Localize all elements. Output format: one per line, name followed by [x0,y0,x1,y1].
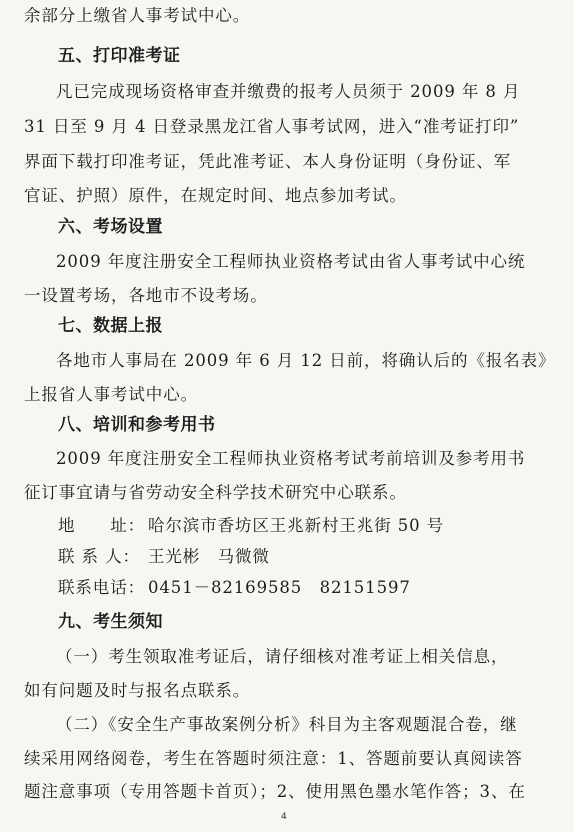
phone-value: 0451－82169585 82151597 [148,578,411,597]
phone-label: 联系电话： [58,578,145,597]
section7-heading: 七、数据上报 [58,316,163,336]
section9-line-2: 如有问题及时与报名点联系。 [24,681,251,700]
section8-heading: 八、培训和参考用书 [58,415,216,435]
section7-line-1: 各地市人事局在 2009 年 6 月 12 日前，将确认后的《报名表》 [56,351,556,370]
section6-line-2: 一设置考场，各地市不设考场。 [24,286,268,305]
section5-heading: 五、打印准考证 [58,46,181,66]
contact-person-value: 王光彬 马微微 [148,547,270,566]
section6-line-1: 2009 年度注册安全工程师执业资格考试由省人事考试中心统 [56,252,526,271]
address-label: 地 址： [58,516,145,535]
page-number: 4 [281,812,287,822]
section8-line-2: 征订事宜请与省劳动安全科学技术研究中心联系。 [24,483,407,502]
section5-line-3: 界面下载打印准考证，凭此准考证、本人身份证明（身份证、军 [24,152,512,171]
section9-line-1: （一）考生领取准考证后，请仔细核对准考证上相关信息， [56,647,509,666]
section9-line-5: 题注意事项（专用答题卡首页）；2、使用黑色墨水笔作答；3、在 [24,782,526,801]
section4-tail: 余部分上缴省人事考试中心。 [24,6,251,25]
section5-line-1: 凡已完成现场资格审查并缴费的报考人员须于 2009 年 8 月 [56,82,521,101]
section8-line-1: 2009 年度注册安全工程师执业资格考试考前培训及参考用书 [56,449,526,468]
section9-line-4: 续采用网络阅卷，考生在答题时须注意：1、答题前要认真阅读答 [24,749,523,768]
address-value: 哈尔滨市香坊区王兆新村王兆街 50 号 [148,516,445,535]
section9-line-3: （二）《安全生产事故案例分析》科目为主客观题混合卷，继 [56,715,518,734]
section6-heading: 六、考场设置 [58,217,163,237]
section9-heading: 九、考生须知 [58,612,163,632]
contact-person-label: 联 系 人： [58,547,140,566]
section7-line-2: 上报省人事考试中心。 [24,385,198,404]
section5-line-4: 官证、护照）原件，在规定时间、地点参加考试。 [24,186,407,205]
section5-line-2: 31 日至 9 月 4 日登录黑龙江省人事考试网，进入“准考证打印” [24,117,520,136]
